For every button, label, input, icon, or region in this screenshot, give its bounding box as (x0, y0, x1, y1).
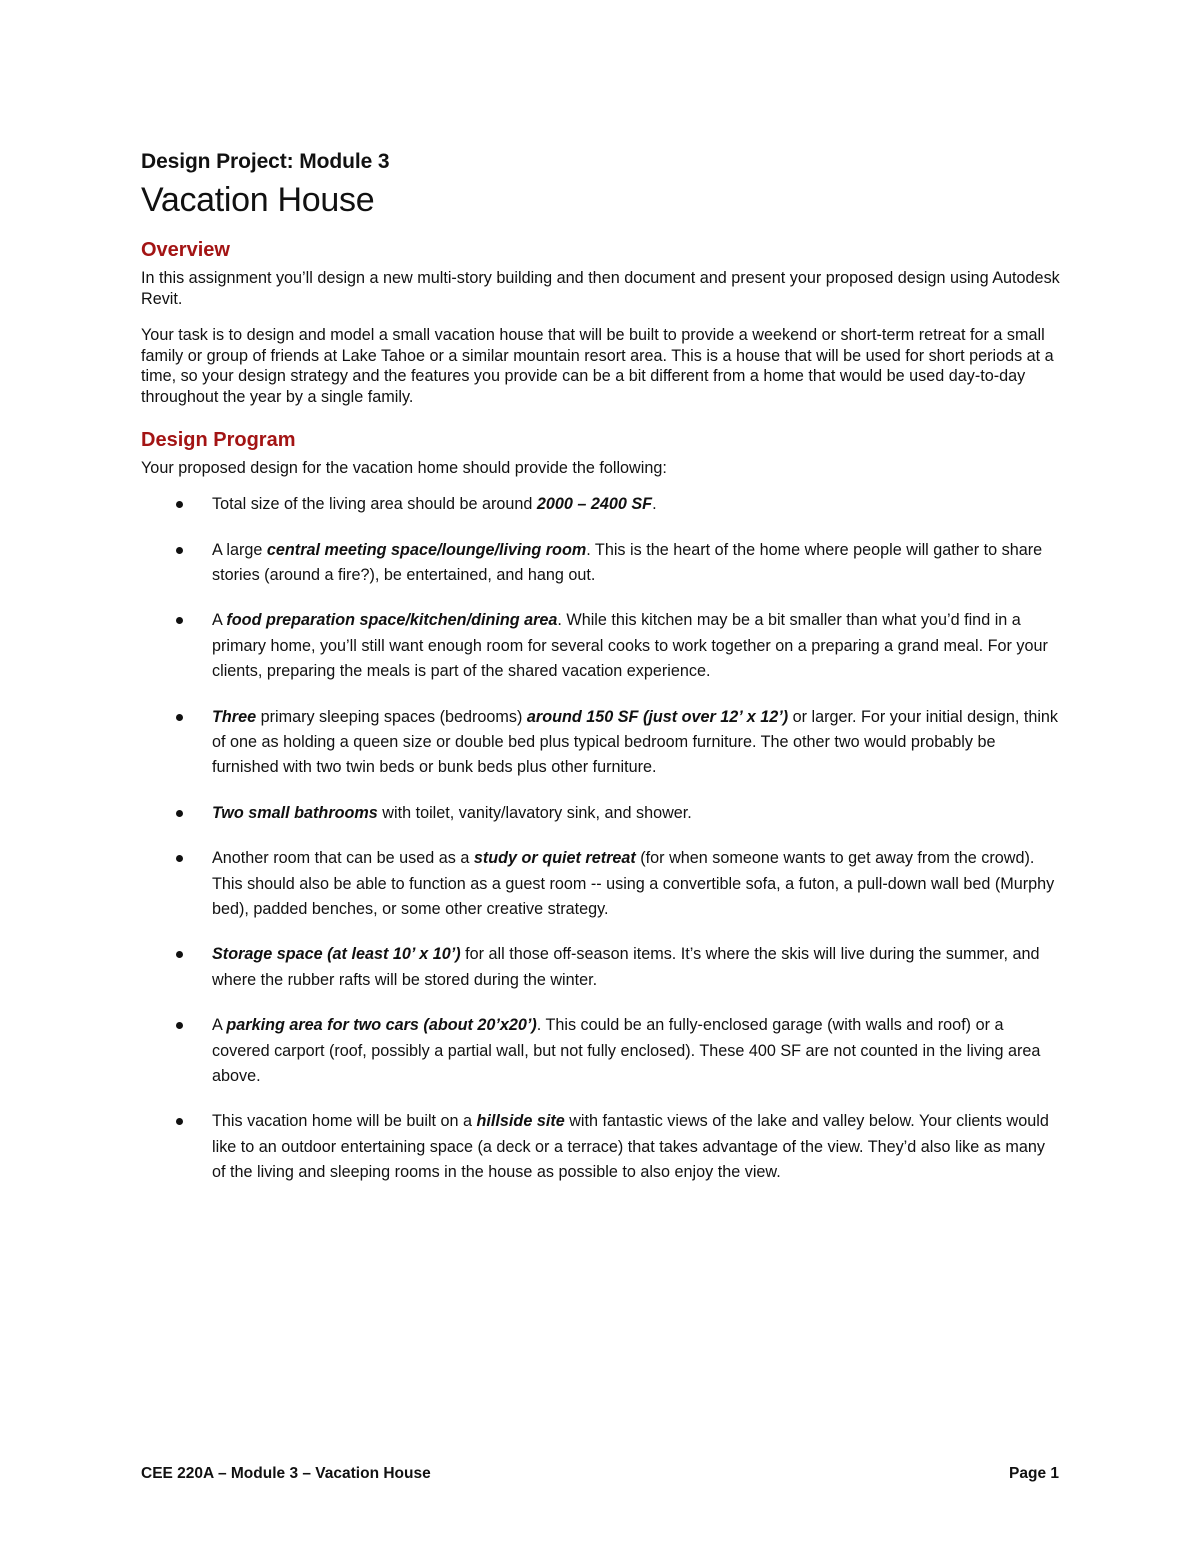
list-item (141, 492, 1061, 517)
list-item (141, 1109, 1061, 1185)
item-text: Total size of the living area should be around (212, 495, 537, 514)
item-emphasis: food preparation space/kitchen/dining area (226, 611, 558, 630)
item-emphasis: Three (212, 707, 257, 726)
item-emphasis: Storage space (at least 10’ x 10’) (212, 945, 461, 964)
item-text: for all those off-season items. It’s where the skis will live during the summer, and where the rubber rafts will be stored during the winter. (212, 945, 1040, 989)
item-text: with toilet, vanity/lavatory sink, and shower. (377, 803, 692, 822)
bullet-icon (176, 855, 183, 862)
item-text: A (212, 1016, 227, 1035)
overview-heading: Overview (141, 239, 230, 261)
list-item (141, 705, 1061, 781)
item-text: primary sleeping spaces (bedrooms) (256, 707, 527, 726)
design-program-intro: Your proposed design for the vacation home should provide the following: (141, 458, 667, 477)
item-text: Another room that can be used as a (212, 849, 474, 868)
item-emphasis: around 150 SF (just over 12’ x 12’) (526, 707, 789, 726)
item-text: A large (212, 540, 267, 559)
bullet-icon (176, 501, 183, 508)
item-text: A (212, 611, 227, 630)
item-emphasis: central meeting space/lounge/living room (266, 540, 587, 559)
design-program-heading: Design Program (141, 428, 296, 451)
footer-course-title: CEE 220A – Module 3 – Vacation House (141, 1465, 431, 1482)
item-text: . (652, 495, 657, 514)
item-emphasis: 2000 – 2400 SF (536, 495, 653, 514)
bullet-icon (176, 714, 183, 721)
list-item (141, 538, 1061, 589)
overview-paragraph-2: Your task is to design and model a small vacation house that will be built to provide a weekend or short-term retreat for a small family or group of friends at Lake Tahoe or a similar mountain resort area. This is a house that will be used for short periods at a time, so your design strategy and the features you provide can be a bit different from a home that would be used day-to-day throughout the year by a single family. (141, 326, 1054, 406)
bullet-icon (176, 617, 183, 624)
list-item (141, 942, 1061, 993)
item-text: . While this kitchen may be a bit smaller than what you’d find in a primary home, you’ll still want enough room for several cooks to work together on a preparing a grand meal. For your clients, preparing the meals is part of the shared vacation experience. (212, 611, 1048, 681)
bullet-icon (176, 547, 183, 554)
list-item (141, 846, 1061, 922)
design-program-list (141, 492, 1061, 1186)
list-item (141, 1013, 1061, 1089)
item-emphasis: study or quiet retreat (473, 849, 636, 868)
item-text: or larger. For your initial design, think of one as holding a queen size or double bed plus typical bedroom furniture. The other two would probably be furnished with two twin beds or bunk beds plus other furniture. (212, 707, 1059, 777)
bullet-icon (176, 1118, 183, 1125)
list-item (141, 801, 1061, 826)
item-text: . This is the heart of the home where people will gather to share stories (around a fire?), be entertained, and hang out. (212, 540, 1043, 584)
list-item (141, 608, 1061, 684)
bullet-icon (176, 951, 183, 958)
page-content (141, 146, 1061, 1206)
item-emphasis: parking area for two cars (about 20’x20’) (226, 1016, 537, 1035)
item-text: . This could be an fully-enclosed garage (with walls and roof) or a covered carport (roof, possibly a partial wall, but not fully enclosed). These 400 SF are not counted in the living area above. (212, 1016, 1041, 1086)
item-text: (for when someone wants to get away from the crowd). This should also be able to function as a guest room -- using a convertible sofa, a futon, a pull-down wall bed (Murphy bed), padded benches, or some other creative strategy. (212, 849, 1055, 919)
bullet-icon (176, 810, 183, 817)
overview-paragraph-1: In this assignment you’ll design a new multi-story building and then document and present your proposed design using Autodesk Revit. (141, 269, 1060, 308)
item-emphasis: hillside site (476, 1112, 565, 1131)
document-title: Vacation House (141, 181, 375, 219)
document-kicker: Design Project: Module 3 (141, 150, 390, 173)
item-emphasis: Two small bathrooms (212, 803, 378, 822)
item-text: with fantastic views of the lake and valley below. Your clients would like to an outdoor entertaining space (a deck or a terrace) that takes advantage of the view. They’d also like as many of the living and sleeping rooms in the house as possible to also enjoy the view. (212, 1112, 1049, 1182)
footer-page-number: Page 1 (1009, 1465, 1059, 1482)
item-text: This vacation home will be built on a (212, 1112, 477, 1131)
bullet-icon (176, 1022, 183, 1029)
